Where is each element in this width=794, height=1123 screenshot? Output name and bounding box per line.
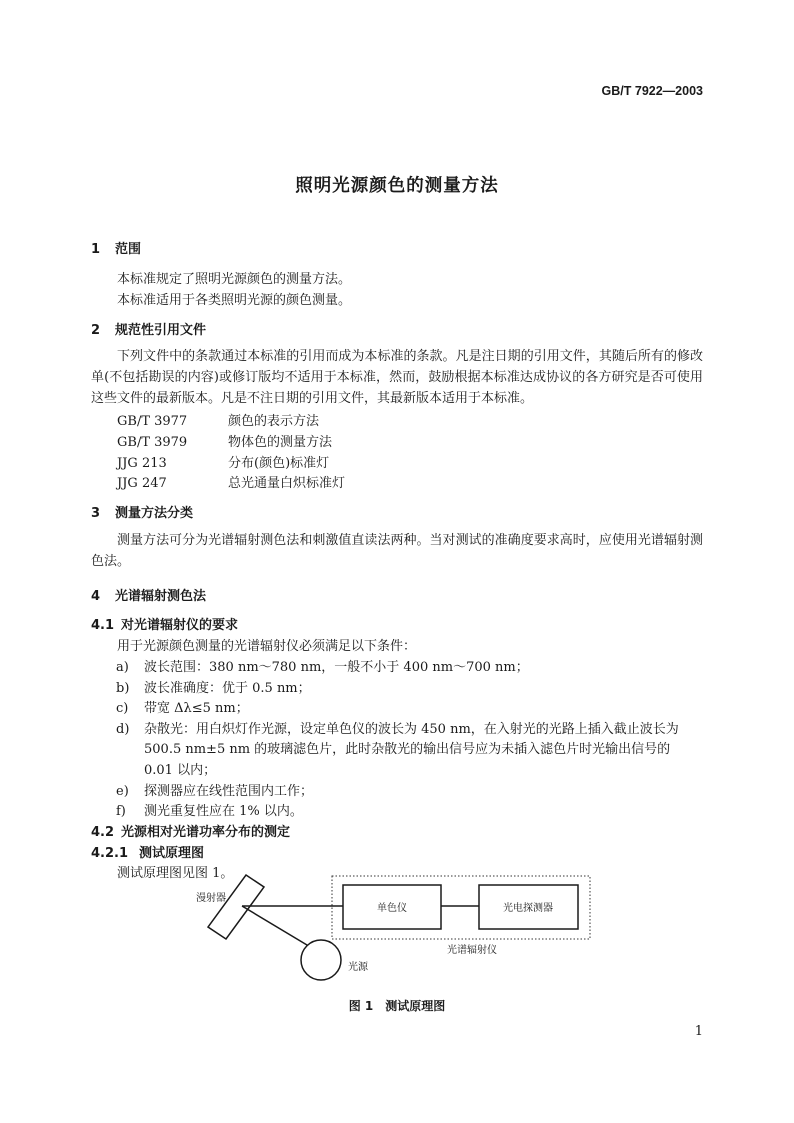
section-title: 范围 (115, 242, 142, 257)
list-item (116, 656, 529, 675)
reference-item (117, 410, 319, 429)
section-title: 光谱辐射测色法 (115, 589, 207, 604)
section-number: 4 (91, 589, 101, 604)
section-number: 1 (91, 242, 101, 257)
list-marker: d) (116, 722, 130, 737)
section-title: 光源相对光谱功率分布的测定 (121, 825, 291, 840)
list-marker: c) (116, 701, 129, 716)
section-3-heading (91, 502, 193, 521)
section-4-2-1-paragraph: 测试原理图见图 1。 (117, 866, 234, 881)
reference-title: 物体色的测量方法 (228, 435, 333, 450)
section-number: 3 (91, 506, 101, 521)
reference-code: JJG 213 (117, 456, 167, 471)
list-item (116, 800, 303, 819)
standard-number: GB/T 7922—2003 (601, 84, 703, 98)
reference-code: GB/T 3977 (117, 414, 188, 429)
section-number: 4.2 (91, 825, 115, 840)
spectroradiometer-label: 光谱辐射仪 (447, 945, 497, 956)
list-text: 杂散光：用白炽灯作光源，设定单色仪的波长为 450 nm，在入射光的光路上插入截止波长为 (144, 722, 679, 737)
section-2-paragraph: 下列文件中的条款通过本标准的引用而成为本标准的条款。凡是注日期的引用文件，其随后所有的修改单(不包括勘误的内容)或修订版均不适用于本标准，然而，鼓励根据本标准达成协议的各方研究是否可使用这些文件的最新版本。凡是不注日期的引用文件，其最新版本适用于本标准。 (91, 349, 703, 406)
figure-caption: 图 1 测试原理图 (348, 999, 446, 1013)
list-item (116, 697, 249, 716)
section-3-paragraph: 测量方法可分为光谱辐射测色法和刺激值直读法两种。当对测试的准确度要求高时，应使用光谱辐射测色法。 (91, 533, 703, 569)
list-marker: b) (116, 681, 130, 696)
section-2-heading (91, 319, 206, 338)
list-text: 探测器应在线性范围内工作； (144, 784, 314, 799)
list-marker: f) (116, 804, 126, 819)
section-number: 2 (91, 323, 101, 338)
detector-label: 光电探测器 (503, 903, 553, 914)
list-text: 波长范围：380 nm～780 nm，一般不小于 400 nm～700 nm； (144, 660, 529, 675)
section-4-heading (91, 585, 206, 604)
section-title: 测量方法分类 (115, 506, 194, 521)
reference-title: 总光通量白炽标准灯 (228, 476, 346, 491)
section-number: 4.2.1 (91, 846, 129, 861)
list-item (116, 677, 311, 696)
test-principle-diagram (190, 868, 610, 986)
reference-code: JJG 247 (117, 476, 167, 491)
section-4-2-heading (91, 821, 290, 840)
section-1-heading (91, 238, 141, 257)
list-text: 测光重复性应在 1% 以内。 (144, 804, 303, 819)
list-text: 带宽 Δλ≤5 nm； (144, 701, 249, 716)
reference-item (117, 431, 332, 450)
diffuser-plate (208, 875, 264, 939)
section-title: 测试原理图 (139, 846, 205, 861)
list-item-continuation: 0.01 以内； (144, 763, 217, 778)
list-item (116, 780, 313, 799)
document-title: 照明光源颜色的测量方法 (295, 176, 499, 196)
beam-line-from-source (242, 906, 312, 948)
list-marker: a) (116, 660, 129, 675)
light-source-circle (301, 940, 341, 980)
page-number: 1 (694, 1024, 703, 1039)
list-item-continuation: 500.5 nm±5 nm 的玻璃滤色片，此时杂散光的输出信号应为未插入滤色片时光输出信号的 (144, 742, 671, 757)
diffuser-label: 漫射器 (196, 893, 226, 904)
reference-code: GB/T 3979 (117, 435, 188, 450)
reference-title: 颜色的表示方法 (228, 414, 320, 429)
section-4-1-intro: 用于光源颜色测量的光谱辐射仪必须满足以下条件： (117, 639, 417, 654)
monochromator-label: 单色仪 (377, 903, 407, 914)
list-item (116, 718, 679, 737)
section-title: 规范性引用文件 (115, 323, 207, 338)
section-1-paragraph-1: 本标准规定了照明光源颜色的测量方法。 (117, 272, 352, 287)
reference-title: 分布(颜色)标准灯 (228, 456, 330, 471)
section-4-1-heading (91, 614, 238, 633)
section-4-2-1-heading (91, 842, 204, 861)
list-text: 波长准确度：优于 0.5 nm； (144, 681, 311, 696)
list-marker: e) (116, 784, 129, 799)
section-1-paragraph-2: 本标准适用于各类照明光源的颜色测量。 (117, 293, 352, 308)
section-number: 4.1 (91, 618, 115, 633)
reference-item (117, 472, 345, 491)
section-title: 对光谱辐射仪的要求 (121, 618, 239, 633)
reference-item (117, 452, 329, 471)
source-label: 光源 (348, 962, 368, 973)
